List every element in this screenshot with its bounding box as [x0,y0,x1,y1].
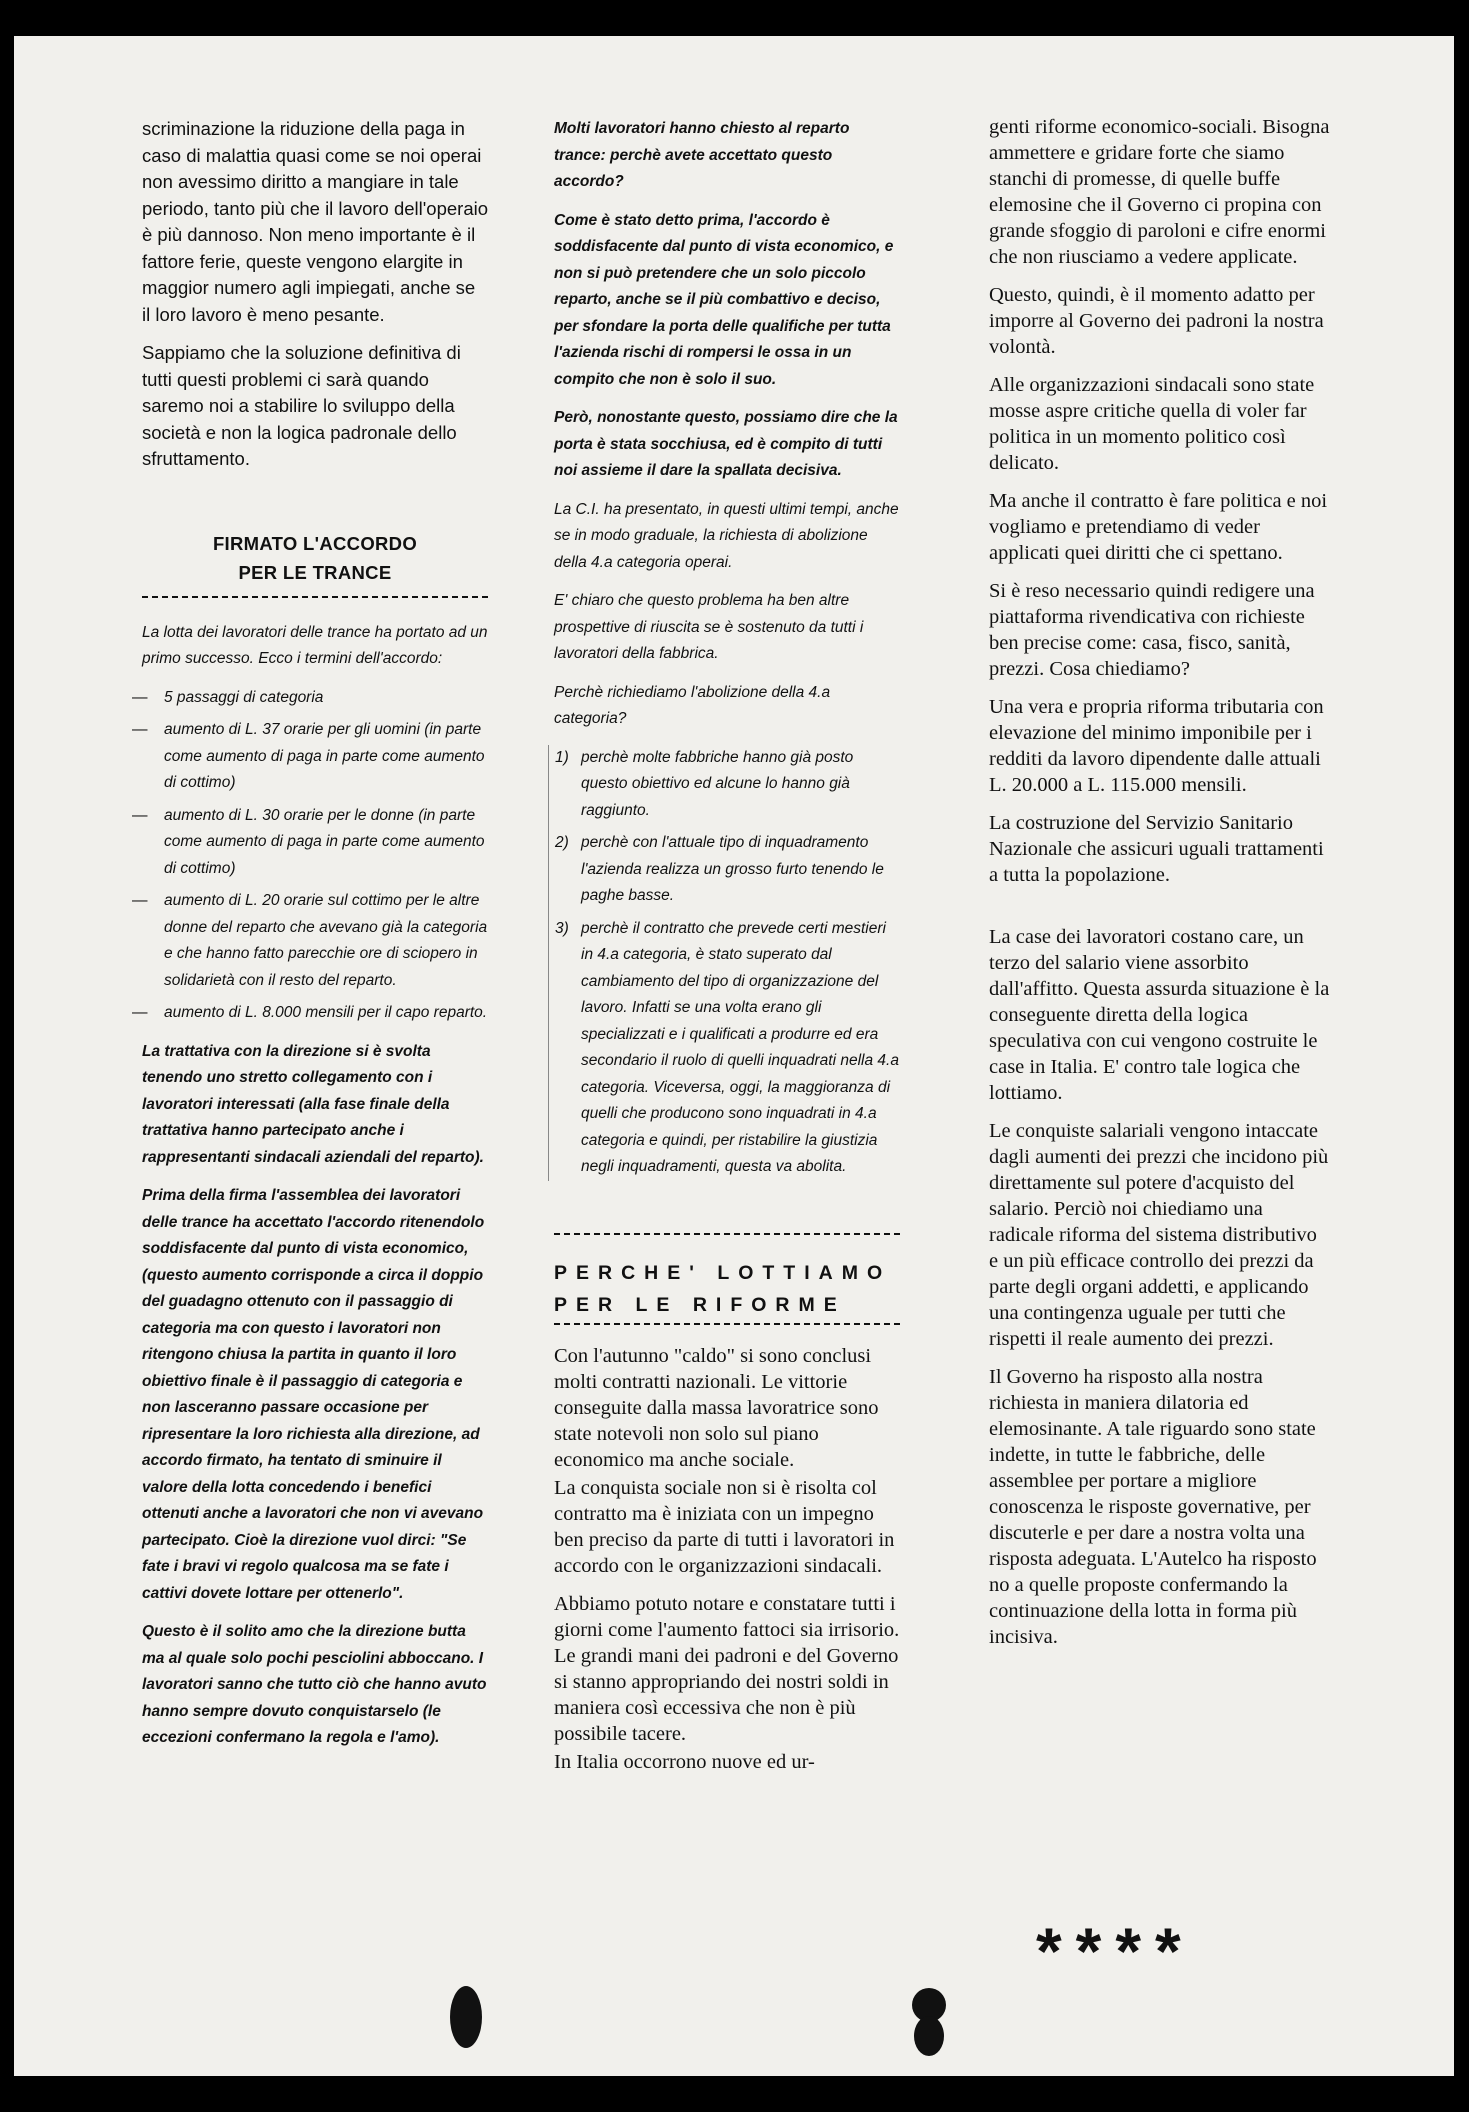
item-number: 2) [555,834,569,851]
punch-hole-left [450,1986,482,2048]
section-heading-riforme-line1: PERCHE' LOTTIAMO [554,1261,892,1284]
paragraph: La lotta dei lavoratori delle trance ha portato ad un primo successo. Ecco i termini dell'accordo: [142,623,488,667]
agreement-terms-list [142,685,488,1027]
column-middle [554,116,900,1787]
column-left [142,116,488,1764]
dashed-divider [554,1321,900,1325]
paragraph: Prima della firma l'assemblea dei lavoratori delle trance ha accettato l'accordo ritenendolo soddisfacente dal punto di vista economico, (questo aumento corrisponde a circa il doppio del guadagno ottenuto con il passaggio di categoria ma con questo i lavoratori non ritengono chiusa la partita in quanto il loro obiettivo finale è il passaggio di categoria e non lasceranno passare occasione per ripresentare la loro richiesta alla direzione, ad accordo firmato, ha tentato di sminuire il valore della lotta concedendo i benefici ottenuti anche a lavoratori che non vi avevano partecipato. Cioè la direzione vuol dirci: "Se fate i bravi vi regolo qualcosa ma se fate i cattivi dovete lottare per ottenerlo". [142,1187,485,1602]
scanned-page [14,36,1454,2076]
paragraph: La costruzione del Servizio Sanitario Nazionale che assicuri uguali trattamenti a tutta la popolazione. [989,812,1324,886]
bleed-through-text [904,106,994,2006]
dashed-divider [142,593,488,598]
bleed-through-text-right [1344,1316,1444,1816]
paragraph: Con l'autunno "caldo" si sono conclusi molti contratti nazionali. Le vittorie conseguite dalla massa lavoratrice sono state notevoli non solo sul piano economico ma anche sociale. [554,1344,879,1471]
paragraph: Le conquiste salariali vengono intaccate dagli aumenti dei prezzi che incidono più direttamente sul potere d'acquisto del salario. Perciò noi chiediamo una radicale riforma del sistema distributivo e un più efficace controllo dei prezzi da parte degli organi addetti, e applicando una contingenza uguale per tutti che rispetti il reale aumento dei prezzi. [989,1120,1329,1350]
paragraph: Si è reso necessario quindi redigere una piattaforma rivendicativa con richieste ben precise come: casa, fisco, sanità, prezzi. Cosa chiediamo? [989,580,1315,680]
paragraph: La trattativa con la direzione si è svolta tenendo uno stretto collegamento con i lavoratori interessati (alla fase finale della trattativa hanno partecipato anche i rappresentanti sindacali aziendali del reparto). [142,1042,484,1166]
list-item [555,745,900,825]
item-number: 3) [555,919,569,937]
heading-line: PER LE TRANCE [238,561,392,583]
paragraph: In Italia occorrono nuove ed ur- [554,1750,815,1773]
paragraph: genti riforme economico-sociali. Bisogna ammettere e gridare forte che siamo stanchi di promesse, di quelle buffe elemosine che il Governo ci propina con grande sfoggio di paroloni e cifre enormi che non riusciamo a vedere applicate. [989,116,1330,268]
paragraph: La conquista sociale non si è risolta col contratto ma è iniziata con un impegno ben preciso da parte di tutti i lavoratori in accordo con le organizzazioni sindacali. [554,1476,895,1577]
paragraph: scriminazione la riduzione della paga in caso di malattia quasi come se noi operai non avessimo diritto a mangiare in tale periodo, tanto più che il lavoro dell'operaio è più dannoso. Non meno importante è il fattore ferie, queste vengono elargite in maggior numero agli impiegati, anche se il loro lavoro è meno pesante. [142,118,489,325]
paragraph: La C.I. ha presentato, in questi ultimi tempi, anche se in modo graduale, la richiesta di abolizione della 4.a categoria operai. [554,500,899,571]
list-item: — aumento di L. 20 orarie sul cottimo per le altre donne del reparto che avevano già la categoria e che hanno fatto parecchie ore di sciopero in solidarietà con il resto del reparto. [142,888,488,994]
question: Perchè richiediamo l'abolizione della 4.a categoria? [554,683,831,727]
item-text: perchè il contratto che prevede certi mestieri in 4.a categoria, è stato superato dal cambiamento del tipo di organizzazione del lavoro. Infatti se una volta erano gli specializzati e i qualificati a produrre ed era secondario il ruolo di quelli inquadrati nella 4.a categoria. Viceversa, oggi, la maggioranza di quelli che producono sono inquadrati in 4.a categoria e quindi, per ristabilire la giustizia negli inquadramenti, questa va abolita. [581,919,899,1175]
list-item: — aumento di L. 37 orarie per gli uomini (in parte come aumento di paga in parte come aumento di cottimo) [142,717,488,797]
paragraph: Ma anche il contratto è fare politica e noi vogliamo e pretendiamo di veder applicati quei diritti che ci spettano. [989,490,1328,564]
item-text: perchè con l'attuale tipo di inquadramento l'azienda realizza un grosso furto tenendo le paghe basse. [581,834,884,904]
list-item [555,916,900,1181]
list-item: — aumento di L. 30 orarie per le donne (in parte come aumento di paga in parte come aumento di cottimo) [142,803,488,883]
reasons-list [548,745,900,1181]
question: Molti lavoratori hanno chiesto al reparto trance: perchè avete accettato questo accordo? [554,120,850,190]
punch-hole-right-lower [914,2016,944,2056]
paragraph: E' chiaro che questo problema ha ben altre prospettive di riuscita se è sostenuto da tutti i lavoratori della fabbrica. [554,592,864,662]
paragraph: Sappiamo che la soluzione definitiva di tutti questi problemi ci sarà quando saremo noi a stabilire lo sviluppo della società e non la logica padronale dello sfruttamento. [142,342,461,469]
paragraph: Alle organizzazioni sindacali sono state mosse aspre critiche quella di voler far politica in un momento politico così delicato. [989,374,1315,474]
paragraph: Però, nonostante questo, possiamo dire che la porta è stata socchiusa, ed è compito di tutti noi assieme il dare la spallata decisiva. [554,409,898,479]
paragraph: Il Governo ha risposto alla nostra richiesta in maniera dilatoria ed elemosinante. A tale riguardo sono state indette, in tutte le fabbriche, delle assemblee per portare a migliore conoscenza le risposte governative, per discuterle e per dare a nostra volta una risposta adeguata. L'Autelco ha risposto no a quelle proposte confermando la continuazione della lotta in forma più incisiva. [989,1366,1317,1648]
column-right [989,114,1331,1662]
item-text: perchè molte fabbriche hanno già posto questo obiettivo ed alcune lo hanno già raggiunto. [581,748,854,819]
paragraph: Questo è il solito amo che la direzione butta ma al quale solo pochi pesciolini abboccano. I lavoratori sanno che tutto ciò che hanno avuto hanno sempre dovuto conquistarselo (le eccezioni confermano la regola e l'amo). [142,1623,487,1746]
heading-line: FIRMATO L'ACCORDO [212,532,418,554]
item-number: 1) [555,748,569,766]
list-item [555,830,900,910]
dashed-divider [554,1231,900,1235]
asterisk-ornament: **** [1036,1914,1195,1988]
section-heading-riforme-line2: PER LE RIFORME [554,1293,846,1316]
section-heading-trance [142,529,488,587]
paragraph: Come è stato detto prima, l'accordo è soddisfacente dal punto di vista economico, e non si può pretendere che un solo piccolo reparto, anche se il più combattivo e deciso, per sfondare la porta delle qualifiche per tutta l'azienda rischi di rompersi le ossa in un compito che non è solo il suo. [554,211,894,388]
paragraph: Abbiamo potuto notare e constatare tutti i giorni come l'aumento fattoci sia irrisorio. Le grandi mani dei padroni e del Governo si stanno appropriando dei nostri soldi in maniera così eccessiva che non è più possibile tacere. [554,1592,900,1745]
paragraph: La case dei lavoratori costano care, un terzo del salario viene assorbito dall'affitto. Questa assurda situazione è la conseguente diretta della logica speculativa con cui vengono costruite le case in Italia. E' contro tale logica che lottiamo. [989,926,1330,1104]
list-item: — 5 passaggi di categoria [142,685,488,712]
list-item: — aumento di L. 8.000 mensili per il capo reparto. [142,1000,488,1027]
paragraph: Una vera e propria riforma tributaria con elevazione del minimo imponibile per i redditi da lavoro dipendente dalle attuali L. 20.000 a L. 115.000 mensili. [989,696,1324,796]
paragraph: Questo, quindi, è il momento adatto per imporre al Governo dei padroni la nostra volontà. [989,284,1324,358]
